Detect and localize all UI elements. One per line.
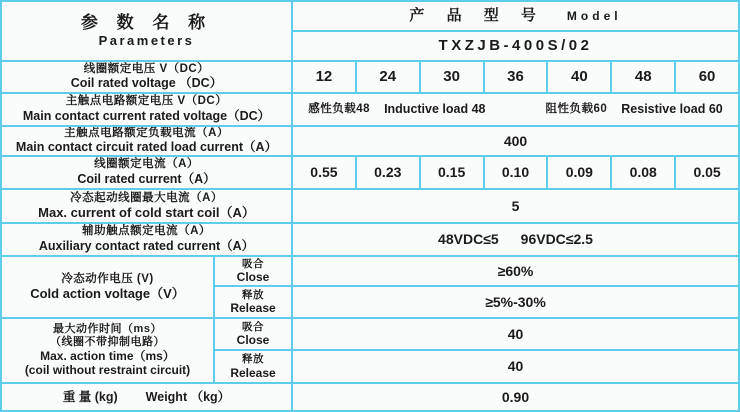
cold-start-label: [2, 190, 291, 222]
inductive-load-en: Inductive load 48: [384, 102, 486, 117]
aux-contact-value-48vdc: 48VDC≤5: [438, 231, 499, 248]
coil-current-value-cell: [676, 157, 738, 188]
cold-start-value: 5: [511, 197, 520, 214]
close-label-zh: 吸合: [242, 257, 264, 270]
cold-action-close-value: ≥60%: [497, 262, 534, 279]
coil-voltage-value-cell: [676, 62, 738, 92]
parameters-title-zh: 参 数 名 称: [80, 13, 213, 33]
aux-contact-label-en: Auxiliary contact rated current（A）: [38, 238, 255, 253]
action-time-label-zh2: （线圈不带抑制电路）: [50, 336, 165, 349]
cold-action-label-en: Cold action voltage（V）: [30, 286, 185, 302]
cold-action-close-label: [215, 257, 291, 285]
cold-action-close-value-cell: [293, 257, 738, 285]
cold-start-label-zh: 冷态起动线圈最大电流（A）: [70, 191, 223, 204]
coil-voltage-value: 48: [634, 68, 652, 86]
model-header-cell: [293, 2, 738, 30]
coil-current-label-zh: 线圈额定电流（A）: [94, 158, 199, 171]
weight-label: [2, 384, 291, 410]
coil-current-value: 0.55: [310, 164, 338, 181]
coil-current-label-en: Coil rated current（A）: [77, 171, 216, 186]
aux-contact-value-cell: [293, 224, 738, 255]
model-value: TXZJB-400S/02: [438, 37, 593, 55]
release-label-en: Release: [230, 301, 276, 316]
resistive-load-zh: 阻性负载60: [545, 102, 608, 115]
action-time-close-value: 40: [507, 325, 524, 342]
aux-contact-label: [2, 224, 291, 255]
cold-action-release-value-cell: [293, 287, 738, 317]
cold-action-release-label: [215, 287, 291, 317]
parameters-title-en: Parameters: [98, 33, 195, 49]
coil-voltage-value: 60: [698, 68, 716, 86]
coil-current-value: 0.10: [501, 164, 530, 181]
aux-contact-label-zh: 辅助触点额定电流（A）: [82, 225, 211, 238]
coil-current-value-cell: [357, 157, 419, 188]
coil-voltage-label-zh: 线圈额定电压 V（DC）: [83, 62, 210, 75]
coil-voltage-value-cell: [485, 62, 547, 92]
coil-voltage-value-cell: [421, 62, 483, 92]
resistive-load-en: Resistive load 60: [621, 102, 723, 117]
weight-label-zh: 重 量 (kg): [62, 389, 118, 404]
load-current-label: [2, 127, 291, 155]
coil-current-value: 0.15: [438, 164, 466, 181]
close-label-en: Close: [236, 333, 270, 348]
load-current-value-cell: [293, 127, 738, 155]
coil-current-label: [2, 157, 291, 188]
action-time-release-value: 40: [507, 358, 524, 375]
coil-voltage-value-cell: [612, 62, 674, 92]
action-time-label-zh1: 最大动作时间（ms）: [53, 323, 162, 336]
coil-current-value: 0.05: [693, 164, 721, 181]
model-title-en: Model: [566, 8, 622, 23]
action-time-label-en1: Max. action time（ms）: [40, 349, 175, 364]
cold-action-release-value: ≥5%-30%: [485, 293, 546, 310]
release-label-en: Release: [230, 365, 276, 380]
main-voltage-value-cell: [293, 94, 738, 125]
coil-voltage-value-cell: [357, 62, 419, 92]
coil-current-value: 0.08: [629, 164, 657, 181]
coil-voltage-value: 30: [443, 68, 460, 86]
parameters-header-cell: [2, 2, 291, 60]
main-voltage-label-en: Main contact current rated voltage（DC）: [22, 108, 271, 123]
aux-contact-value-96vdc: 96VDC≤2.5: [520, 231, 593, 248]
load-current-value: 400: [503, 132, 528, 149]
coil-voltage-value: 36: [507, 68, 524, 86]
cold-start-label-en: Max. current of cold start coil（A）: [38, 205, 255, 221]
action-time-close-label: [215, 319, 291, 349]
coil-current-value-cell: [485, 157, 547, 188]
main-voltage-label-zh: 主触点电路额定电压 V（DC）: [65, 95, 228, 108]
model-title-zh: 产 品 型 号: [409, 7, 545, 25]
main-voltage-label: [2, 94, 291, 125]
coil-current-value-cell: [421, 157, 483, 188]
close-label-en: Close: [236, 270, 270, 285]
action-time-release-label: [215, 351, 291, 382]
coil-current-value-cell: [612, 157, 674, 188]
coil-voltage-value-cell: [548, 62, 610, 92]
load-current-label-zh: 主触点电路额定负载电流（A）: [64, 127, 229, 139]
coil-current-value: 0.09: [565, 164, 593, 181]
coil-voltage-value: 40: [571, 68, 588, 86]
coil-voltage-value: 24: [379, 68, 397, 86]
cold-action-label: [2, 257, 213, 317]
coil-voltage-label: [2, 62, 291, 92]
close-label-zh: 吸合: [242, 320, 264, 333]
load-current-label-en: Main contact circuit rated load current（A）: [15, 140, 278, 155]
weight-label-en: Weight （kg）: [145, 389, 231, 404]
coil-current-value-cell: [548, 157, 610, 188]
action-time-close-value-cell: [293, 319, 738, 349]
release-label-zh: 释放: [242, 353, 264, 366]
action-time-label: [2, 319, 213, 382]
coil-current-value-cell: [293, 157, 355, 188]
cold-action-label-zh: 冷态动作电压 (V): [61, 272, 154, 285]
release-label-zh: 释放: [242, 288, 264, 301]
weight-value: 0.90: [501, 388, 530, 405]
cold-start-value-cell: [293, 190, 738, 222]
inductive-load-zh: 感性负载48: [308, 102, 371, 115]
model-value-cell: [293, 32, 738, 60]
action-time-label-en2: (coil without restraint circuit): [24, 363, 191, 378]
coil-voltage-value-cell: [293, 62, 355, 92]
coil-voltage-value: 12: [315, 68, 333, 86]
coil-current-value: 0.23: [374, 164, 402, 181]
coil-voltage-label-en: Coil rated voltage （DC）: [70, 76, 223, 91]
weight-value-cell: [293, 384, 738, 410]
action-time-release-value-cell: [293, 351, 738, 382]
